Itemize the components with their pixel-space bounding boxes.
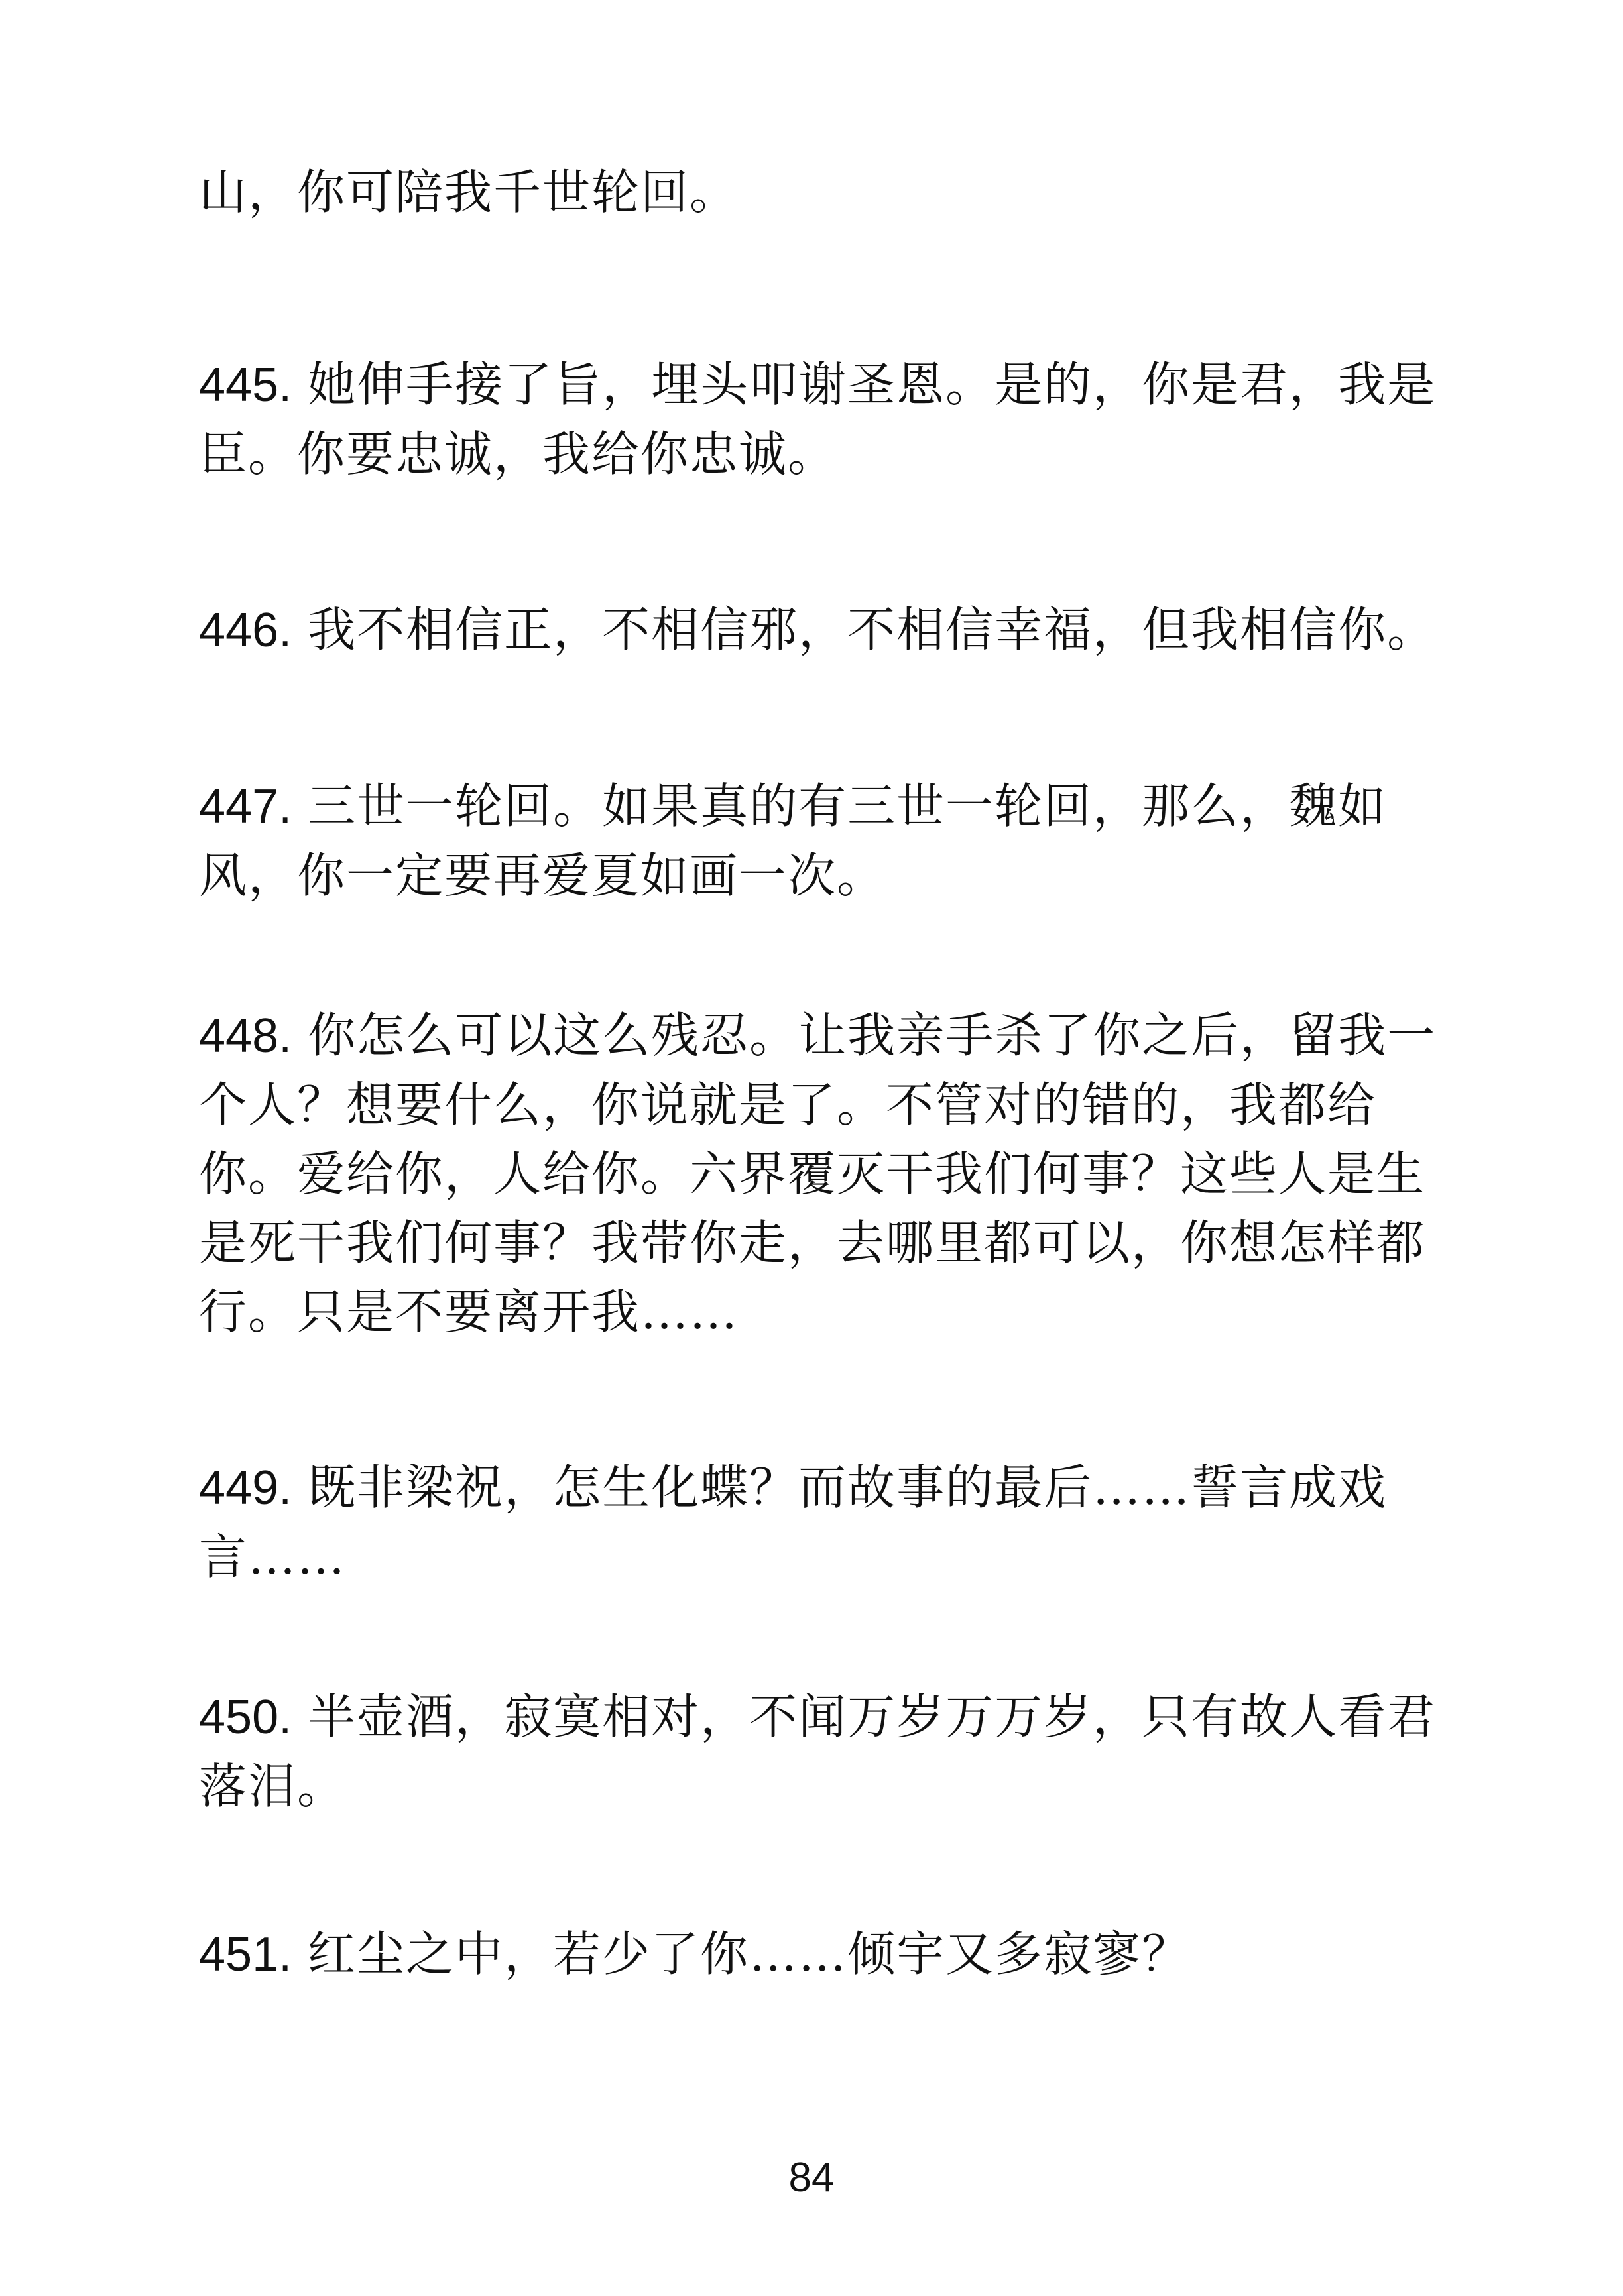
entry-text: 红尘之中，若少了你……倾宇又多寂寥？ bbox=[308, 1926, 1191, 1982]
entry-number: 451. bbox=[199, 1928, 292, 1981]
entry-445 bbox=[199, 350, 1445, 488]
page-number: 84 bbox=[788, 2155, 835, 2201]
entry-text: 我不相信正，不相信邪，不相信幸福，但我相信你。 bbox=[308, 602, 1437, 658]
entry-450 bbox=[199, 1682, 1445, 1821]
entry-448 bbox=[199, 1001, 1445, 1346]
entry-number: 446. bbox=[199, 604, 292, 657]
entry-446 bbox=[199, 595, 1445, 665]
entry-number: 449. bbox=[199, 1462, 292, 1515]
entry-451 bbox=[199, 1920, 1445, 1989]
entry-text: 你怎么可以这么残忍。让我亲手杀了你之后，留我一个人？想要什么，你说就是了。不管对的错的，我都给你。爱给你，人给你。六界覆灭干我们何事？这些人是生是死干我们何事？我带你走，去哪里都可以，你想怎样都行。只是不要离开我…… bbox=[199, 1007, 1437, 1340]
continuation-paragraph bbox=[199, 158, 1445, 227]
entry-number: 447. bbox=[199, 780, 292, 833]
entry-447 bbox=[199, 772, 1445, 910]
entry-number: 448. bbox=[199, 1009, 292, 1062]
entry-text: 她伸手接了旨，埋头叩谢圣恩。是的，你是君，我是臣。你要忠诚，我给你忠诚。 bbox=[199, 357, 1437, 482]
entry-number: 445. bbox=[199, 359, 292, 412]
entry-449 bbox=[199, 1453, 1445, 1591]
paragraph-text: 山，你可陪我千世轮回。 bbox=[199, 164, 739, 220]
entry-text: 三世一轮回。如果真的有三世一轮回，那么，魏如风，你一定要再爱夏如画一次。 bbox=[199, 778, 1388, 903]
entry-number: 450. bbox=[199, 1691, 292, 1744]
entry-text: 半壶酒，寂寞相对，不闻万岁万万岁，只有故人看君落泪。 bbox=[199, 1689, 1437, 1814]
entry-text: 既非梁祝，怎生化蝶？而故事的最后……誓言成戏言…… bbox=[199, 1460, 1388, 1585]
